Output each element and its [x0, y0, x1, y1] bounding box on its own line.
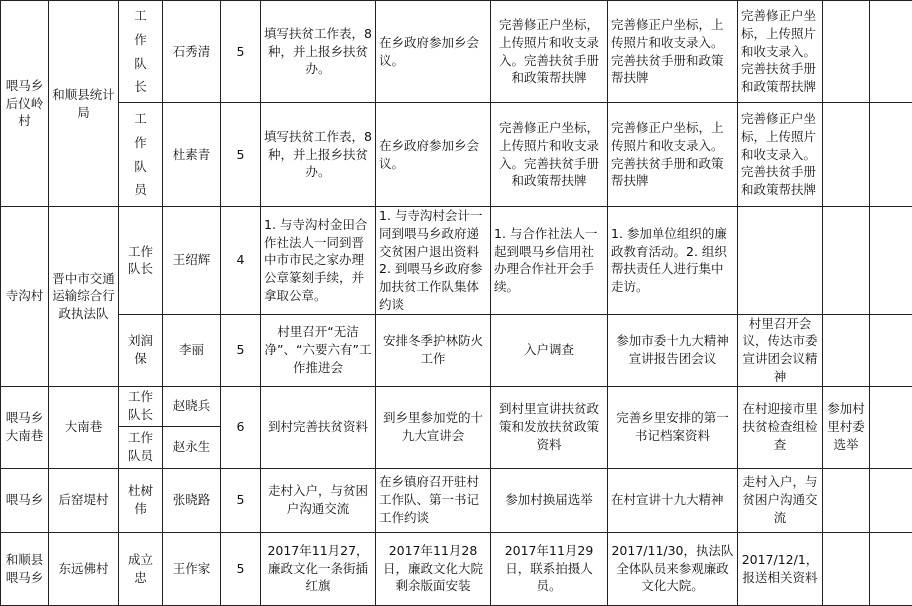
work-cell-4: 2017/11/30，执法队全体队员来参观廉政文化大院。: [608, 532, 738, 605]
work-cell-1: 走村入户，与贫困户沟通交流: [261, 468, 376, 532]
work-cell-4: 完善乡里安排的第一书记档案资料: [608, 386, 738, 468]
work-cell-1: 到村完善扶贫资料: [261, 386, 376, 468]
work-cell-2: 在乡政府参加乡会议。: [376, 103, 491, 207]
name-cell: 李丽: [163, 314, 221, 386]
count-cell: 5: [221, 103, 261, 207]
work-cell-3: 入户调查: [491, 314, 608, 386]
name-cell: 石秀清: [163, 1, 221, 103]
work-cell-2: 安排冬季护林防火工作: [376, 314, 491, 386]
table-row: [1, 532, 912, 605]
name-cell: 王作家: [163, 532, 221, 605]
name-cell: 赵晓兵: [163, 386, 221, 426]
extra-cell: [870, 207, 912, 315]
work-cell-5: 走村入户，与贫困户沟通交流: [738, 468, 823, 532]
name-cell: 张晓路: [163, 468, 221, 532]
role-cell: 工作队长: [119, 207, 163, 315]
role-char: 工: [122, 107, 159, 131]
work-cell-2: 2017年11月28日，廉政文化大院剩余版面安装: [376, 532, 491, 605]
role-cell: 刘润保: [119, 314, 163, 386]
table-row: [1, 314, 912, 386]
work-cell-1: 1. 与寺沟村金田合作社法人一同到晋中市市民之家办理公章篆刻手续，并拿取公章。: [261, 207, 376, 315]
role-char: 长: [122, 75, 159, 99]
work-cell-4: 在村宣讲十九大精神: [608, 468, 738, 532]
table-row: [1, 1, 912, 103]
role-char: 队: [122, 52, 159, 76]
work-cell-2: 在乡政府参加乡会议。: [376, 1, 491, 103]
work-cell-5: 2017/12/1，报送相关资料: [738, 532, 823, 605]
work-cell-5: 完善修正户坐标，上传照片和收支录入。完善扶贫手册和政策帮扶牌: [738, 103, 823, 207]
work-cell-5: [738, 207, 823, 315]
count-cell: 5: [221, 532, 261, 605]
role-cell: [119, 103, 163, 207]
unit-cell: 东远佛村: [49, 532, 119, 605]
count-cell: 4: [221, 207, 261, 315]
work-cell-3: 完善修正户坐标，上传照片和收支录入。完善扶贫手册和政策帮扶牌: [491, 103, 608, 207]
work-cell-3: 1. 与合作社法人一起到喂马乡信用社办理合作社开会手续。: [491, 207, 608, 315]
count-cell: 5: [221, 314, 261, 386]
work-cell-6: [823, 1, 870, 103]
work-cell-1: 2017年11月27，廉政文化一条街插红旗: [261, 532, 376, 605]
extra-cell: [870, 532, 912, 605]
extra-cell: [870, 386, 912, 468]
table-row: [1, 207, 912, 315]
work-cell-4: 完善修正户坐标，上传照片和收支录入。完善扶贫手册和政策帮扶牌: [608, 1, 738, 103]
table-row: [1, 468, 912, 532]
role-char: 队: [122, 155, 159, 179]
role-cell: 工作队长: [119, 386, 163, 426]
unit-cell: 后窑堤村: [49, 468, 119, 532]
role-char: 员: [122, 178, 159, 202]
extra-cell: [870, 1, 912, 103]
work-cell-3: 2017年11月29日，联系拍摄人员。: [491, 532, 608, 605]
extra-cell: [870, 314, 912, 386]
count-cell: 5: [221, 468, 261, 532]
work-cell-1: 填写扶贫工作表，8种，并上报乡扶贫办。: [261, 1, 376, 103]
name-cell: 王绍辉: [163, 207, 221, 315]
count-cell: 5: [221, 1, 261, 103]
role-cell: 杜树伟: [119, 468, 163, 532]
village-cell: 和顺县喂马乡: [1, 532, 49, 605]
work-cell-6: [823, 532, 870, 605]
role-cell: 成立忠: [119, 532, 163, 605]
unit-cell: 大南巷: [49, 386, 119, 468]
extra-cell: [870, 103, 912, 207]
work-cell-3: 完善修正户坐标，上传照片和收支录入。完善扶贫手册和政策帮扶牌: [491, 1, 608, 103]
work-cell-6: [823, 207, 870, 315]
work-cell-3: 参加村换届选举: [491, 468, 608, 532]
extra-cell: [870, 468, 912, 532]
work-cell-5: 在村迎接市里扶贫检查组检查: [738, 386, 823, 468]
role-char: 工: [122, 4, 159, 28]
work-cell-5: 村里召开会议，传达市委宣讲团会议精神: [738, 314, 823, 386]
work-cell-5: 完善修正户坐标，上传照片和收支录入。完善扶贫手册和政策帮扶牌: [738, 1, 823, 103]
work-cell-6: 参加村里村委选举: [823, 386, 870, 468]
table-row: [1, 386, 912, 426]
role-cell: 工作队员: [119, 426, 163, 468]
work-cell-2: 1. 与寺沟村会计一同到喂马乡政府递交贫困户退出资料2. 到喂马乡政府参加扶贫工作队集体约谈: [376, 207, 491, 315]
unit-cell: 晋中市交通运输综合行政执法队: [49, 207, 119, 387]
table-row: [1, 103, 912, 207]
name-cell: 赵永生: [163, 426, 221, 468]
village-cell: 寺沟村: [1, 207, 49, 387]
unit-cell: 和顺县统计局: [49, 1, 119, 207]
work-cell-2: 到乡里参加党的十九大宣讲会: [376, 386, 491, 468]
village-cell: 喂马乡大南巷: [1, 386, 49, 468]
work-cell-6: [823, 468, 870, 532]
work-cell-6: [823, 103, 870, 207]
name-cell: 杜素青: [163, 103, 221, 207]
work-cell-2: 在乡镇府召开驻村工作队、第一书记工作约谈: [376, 468, 491, 532]
village-cell: 喂马乡后仪岭村: [1, 1, 49, 207]
work-cell-4: 完善修正户坐标，上传照片和收支录入。完善扶贫手册和政策帮扶牌: [608, 103, 738, 207]
work-cell-6: [823, 314, 870, 386]
village-cell: 喂马乡: [1, 468, 49, 532]
work-cell-4: 1. 参加单位组织的廉政教育活动。2. 组织帮扶责任人进行集中走访。: [608, 207, 738, 315]
work-cell-3: 到村里宣讲扶贫政策和发放扶贫政策资料: [491, 386, 608, 468]
count-cell: 6: [221, 386, 261, 468]
work-cell-1: 填写扶贫工作表，8种，并上报乡扶贫办。: [261, 103, 376, 207]
work-cell-1: 村里召开“无洁净”、“六要六有”工作推进会: [261, 314, 376, 386]
role-cell: [119, 1, 163, 103]
work-cell-4: 参加市委十九大精神宣讲报告团会议: [608, 314, 738, 386]
role-char: 作: [122, 28, 159, 52]
role-char: 作: [122, 131, 159, 155]
